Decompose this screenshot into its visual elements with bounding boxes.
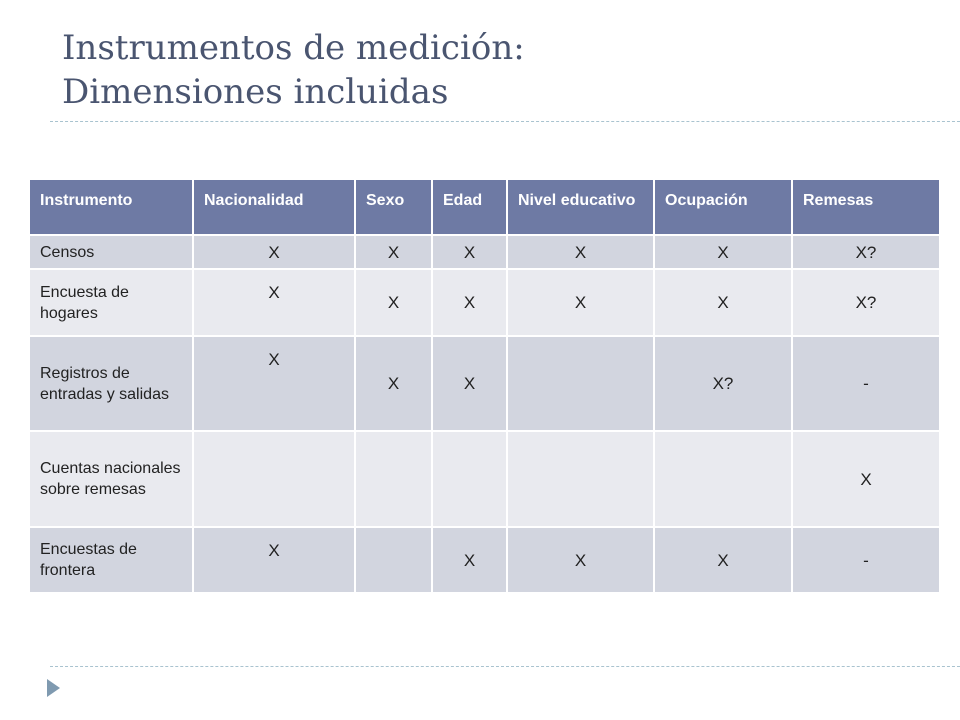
header-ocupacion: Ocupación [654,180,792,235]
cell-ocupacion: X? [654,336,792,431]
row-instrument-name: Cuentas nacionales sobre remesas [30,431,193,527]
header-edad: Edad [432,180,507,235]
cell-remesas: X [792,431,940,527]
header-remesas: Remesas [792,180,940,235]
cell-remesas: - [792,336,940,431]
cell-ocupacion [654,431,792,527]
slide-title-line-1: Instrumentos de medición: [62,28,525,68]
cell-nacionalidad: X [193,527,355,593]
cell-nivel-educativo: X [507,269,654,336]
cell-edad [432,431,507,527]
cell-edad: X [432,235,507,269]
dimensions-table [30,180,941,594]
header-sexo: Sexo [355,180,432,235]
header-instrumento: Instrumento [30,180,193,235]
cell-ocupacion: X [654,527,792,593]
cell-sexo: X [355,269,432,336]
row-instrument-name: Encuesta de hogares [30,269,193,336]
cell-remesas: - [792,527,940,593]
table-row [30,336,940,431]
top-divider [50,121,960,122]
cell-nivel-educativo: X [507,527,654,593]
table-row [30,527,940,593]
table-row [30,269,940,336]
row-instrument-name: Registros de entradas y salidas [30,336,193,431]
slide-title [62,26,922,114]
cell-edad: X [432,527,507,593]
row-instrument-name: Censos [30,235,193,269]
cell-sexo [355,431,432,527]
cell-sexo: X [355,336,432,431]
cell-edad: X [432,269,507,336]
table-row [30,431,940,527]
cell-nivel-educativo: X [507,235,654,269]
cell-nacionalidad: X [193,336,355,431]
cell-ocupacion: X [654,235,792,269]
cell-sexo [355,527,432,593]
cell-nacionalidad: X [193,235,355,269]
cell-sexo: X [355,235,432,269]
cell-remesas: X? [792,269,940,336]
cell-nacionalidad: X [193,269,355,336]
cell-nacionalidad [193,431,355,527]
cell-nivel-educativo [507,431,654,527]
slide-title-line-2: Dimensiones incluidas [62,72,449,112]
cell-edad: X [432,336,507,431]
play-arrow-icon [47,679,60,697]
table-header-row [30,180,940,235]
header-nacionalidad: Nacionalidad [193,180,355,235]
bottom-divider [50,666,960,667]
header-nivel-educativo: Nivel educativo [507,180,654,235]
cell-nivel-educativo [507,336,654,431]
cell-remesas: X? [792,235,940,269]
row-instrument-name: Encuestas de frontera [30,527,193,593]
cell-ocupacion: X [654,269,792,336]
table-row [30,235,940,269]
